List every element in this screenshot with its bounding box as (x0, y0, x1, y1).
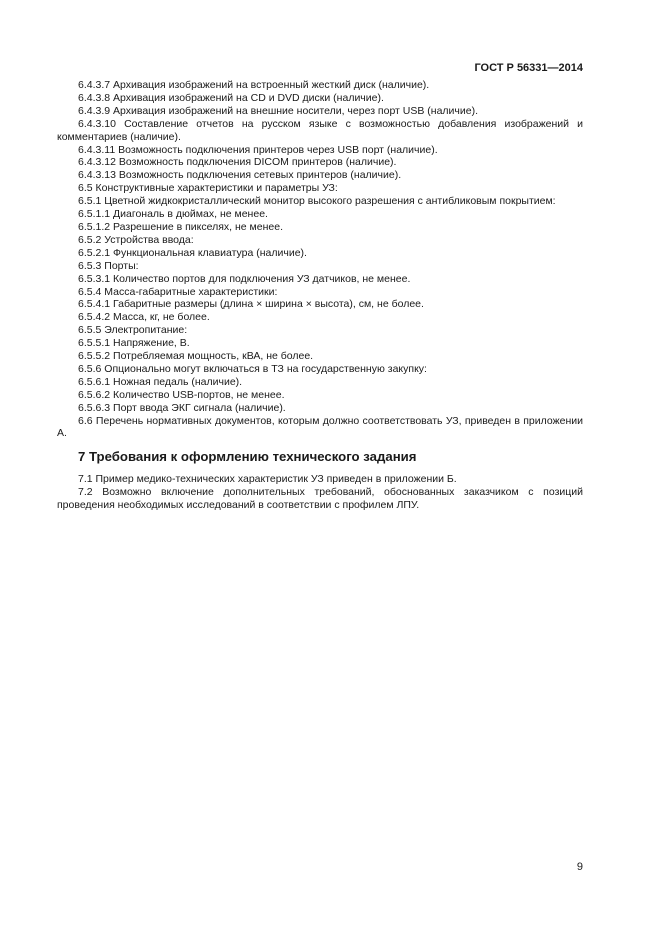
paragraph-6-4-3-13: 6.4.3.13 Возможность подключения сетевых принтеров (наличие). (78, 169, 402, 182)
paragraph-6-5-1-2: 6.5.1.2 Разрешение в пикселях, не менее. (78, 220, 283, 233)
paragraph-6-5-5-2: 6.5.5.2 Потребляемая мощность, кВА, не более. (78, 350, 314, 363)
paragraph-6-5-6-3: 6.5.6.3 Порт ввода ЭКГ сигнала (наличие). (78, 401, 286, 414)
paragraph-6-4-3-8: 6.4.3.8 Архивация изображений на CD и DVD диски (наличие). (78, 91, 384, 104)
paragraph-6-5-4-2: 6.5.4.2 Масса, кг, не более. (78, 311, 210, 324)
section-7-heading: 7 Требования к оформлению технического задания (78, 449, 417, 465)
paragraph-6-5-3-1: 6.5.3.1 Количество портов для подключения УЗ датчиков, не менее. (78, 272, 411, 285)
document-code: ГОСТ Р 56331—2014 (474, 62, 583, 74)
paragraph-6-4-3-9: 6.4.3.9 Архивация изображений на внешние носители, через порт USB (наличие). (78, 104, 479, 117)
paragraph-6-4-3-7: 6.4.3.7 Архивация изображений на встроенный жесткий диск (наличие). (78, 79, 430, 91)
paragraph-6-5-3: 6.5.3 Порты: (78, 259, 139, 272)
paragraph-6-5-6: 6.5.6 Опционально могут включаться в ТЗ на государственную закупку: (78, 362, 427, 375)
paragraph-6-4-3-11: 6.4.3.11 Возможность подключения принтеров через USB порт (наличие). (78, 143, 438, 156)
page-body (57, 79, 583, 512)
paragraph-6-5-2-1: 6.5.2.1 Функциональная клавиатура (наличие). (78, 246, 307, 259)
paragraph-6-5-2: 6.5.2 Устройства ввода: (78, 233, 194, 246)
paragraph-6-5: 6.5 Конструктивные характеристики и параметры УЗ: (78, 182, 338, 195)
paragraph-6-5-4-1: 6.5.4.1 Габаритные размеры (длина × ширина × высота), см, не более. (78, 298, 424, 311)
paragraph-6-4-3-12: 6.4.3.12 Возможность подключения DICOM принтеров (наличие). (78, 156, 397, 169)
paragraph-6-5-1-1: 6.5.1.1 Диагональ в дюймах, не менее. (78, 208, 268, 221)
paragraph-6-5-6-1: 6.5.6.1 Ножная педаль (наличие). (78, 375, 243, 388)
paragraph-6-6: 6.6 Перечень нормативных документов, которым должно соответствовать УЗ, приведен в приложении А. (57, 414, 583, 440)
paragraph-6-4-3-10: 6.4.3.10 Составление отчетов на русском языке с возможностью добавления изображений и комментариев (наличие). (57, 117, 583, 143)
paragraph-6-5-1: 6.5.1 Цветной жидкокристаллический монитор высокого разрешения с антибликовым покрытием: (78, 195, 556, 208)
page-number: 9 (576, 861, 583, 873)
paragraph-6-5-5: 6.5.5 Электропитание: (78, 324, 188, 337)
paragraph-7-2: 7.2 Возможно включение дополнительных требований, обоснованных заказчиком с позиций проведения необходимых исследований в соответствии с профилем ЛПУ. (57, 486, 583, 512)
paragraph-7-1: 7.1 Пример медико-технических характеристик УЗ приведен в приложении Б. (78, 473, 457, 486)
paragraph-6-5-6-2: 6.5.6.2 Количество USB-портов, не менее. (78, 388, 285, 401)
paragraph-6-5-4: 6.5.4 Масса-габаритные характеристики: (78, 285, 278, 298)
paragraph-6-5-5-1: 6.5.5.1 Напряжение, В. (78, 337, 190, 350)
